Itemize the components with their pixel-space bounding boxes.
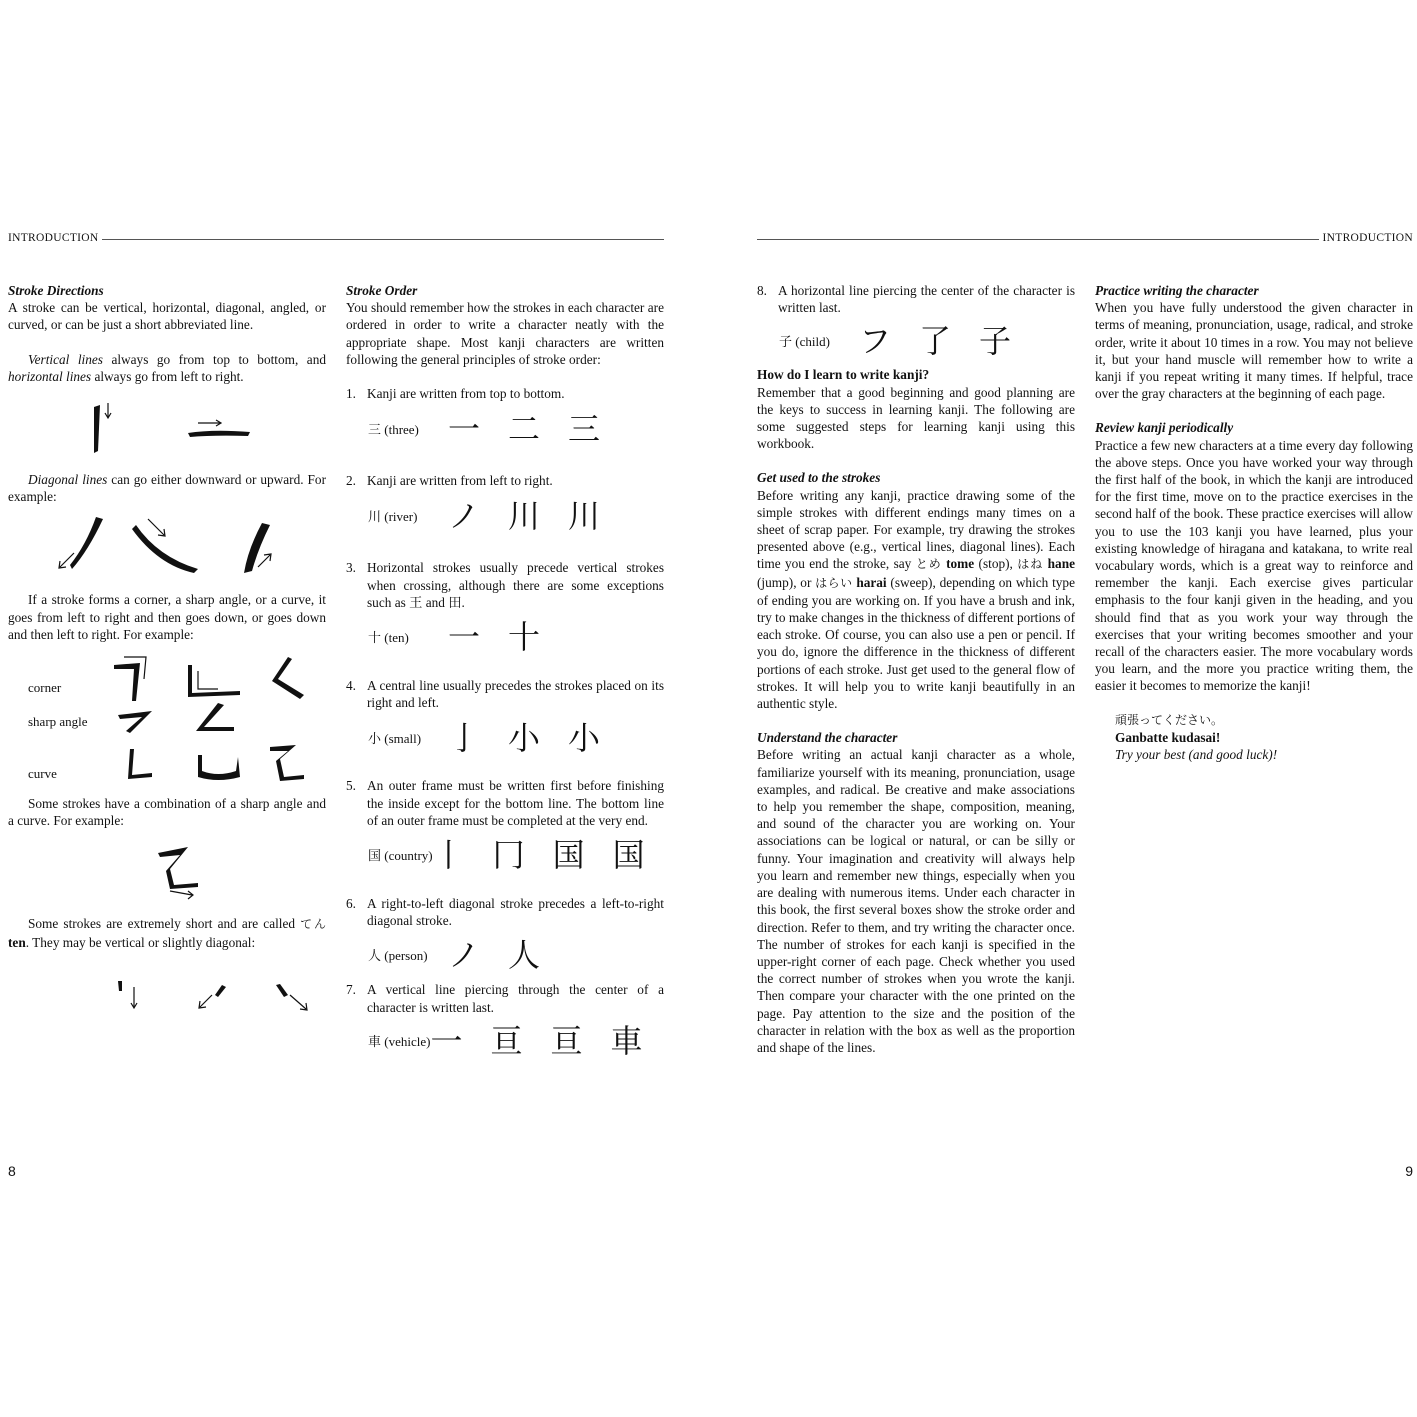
left-running-header xyxy=(8,232,664,244)
stroke-directions-title: Stroke Directions xyxy=(8,283,104,298)
diagonal-paragraph xyxy=(8,471,326,505)
right-header-label: INTRODUCTION xyxy=(1322,232,1413,244)
step-glyph: 人 xyxy=(508,935,541,974)
horizontal-text: always go from left to right. xyxy=(91,368,244,384)
corner-sharp-curve-figure xyxy=(8,643,326,795)
stroke-order-list xyxy=(346,385,664,1068)
left-header-rule xyxy=(102,239,664,240)
stroke-order-title: Stroke Order xyxy=(346,283,418,298)
example-steps xyxy=(448,409,628,448)
example-row xyxy=(346,929,664,981)
step-glyph: 二 xyxy=(508,409,541,448)
vertical-horizontal-figure xyxy=(8,385,326,471)
short-strokes-text-2: . They may be vertical or slightly diagonal: xyxy=(25,934,256,950)
step-glyph: 子 xyxy=(979,321,1012,360)
example-label: 三 (three) xyxy=(368,421,419,437)
example-steps xyxy=(448,496,628,535)
step-glyph: 小 xyxy=(568,718,601,757)
practice-text: When you have fully understood the given character in terms of meaning, pronunciation, usage, radical, and stroke order, write it about 10 times in a row. You may not believe it, but your hand muscle will remember how to write a kanji if you repeat writing it many times. If helpful, trace over the gray characters at the beginning of each page. xyxy=(1095,300,1413,402)
ten-term: ten xyxy=(8,934,26,950)
stroke-order-item xyxy=(346,385,664,456)
example-steps xyxy=(448,718,628,757)
stroke-order-item xyxy=(346,559,664,665)
hane-term: hane xyxy=(1047,556,1075,572)
item-text: Kanji are written from left to right. xyxy=(367,473,553,489)
example-row xyxy=(346,1016,664,1068)
review-title: Review kanji periodically xyxy=(1095,420,1234,436)
example-label: 十 (ten) xyxy=(368,630,409,646)
step-glyph: 十 xyxy=(508,618,541,657)
diagonal-strokes-icon xyxy=(8,505,326,591)
stroke-order-item xyxy=(346,895,664,981)
example-row xyxy=(346,829,664,883)
step-glyph: 国 xyxy=(612,836,645,875)
step-glyph: フ xyxy=(859,321,892,360)
closing-romaji: Ganbatte kudasai! xyxy=(1115,729,1221,745)
example-row xyxy=(346,489,664,543)
right-running-header xyxy=(757,232,1413,244)
tome-term: tome xyxy=(946,556,975,572)
tome-kana: とめ xyxy=(915,557,942,572)
item-number: 2. xyxy=(346,473,356,489)
example-row xyxy=(757,316,1075,366)
step-glyph: ノ xyxy=(448,935,481,974)
example-row xyxy=(346,711,664,765)
step-glyph: 亘 xyxy=(490,1022,523,1061)
right-page-number: 9 xyxy=(1405,1163,1413,1179)
item-text: A vertical line piercing through the center of a character is written last. xyxy=(367,982,664,1015)
example-label: 小 (small) xyxy=(368,730,422,746)
understand-title: Understand the character xyxy=(757,730,898,746)
how-title: How do I learn to write kanji? xyxy=(757,367,930,383)
get-used-title: Get used to the strokes xyxy=(757,470,881,486)
step-glyph: 丨 xyxy=(432,836,465,875)
right-page xyxy=(709,0,1417,1417)
learn-kanji-column xyxy=(757,282,1075,1056)
stroke-order-intro: You should remember how the strokes in each character are ordered in order to write a character neatly with the appropriate shape. Most kanji characters are written following the general principles of stroke order: xyxy=(346,300,664,367)
left-header-label: INTRODUCTION xyxy=(8,232,99,244)
diagonal-figure xyxy=(8,505,326,591)
item-text: Horizontal strokes usually precede vertical strokes when crossing, although there are some exceptions such as 王 and 田. xyxy=(367,560,664,610)
item-text: Kanji are written from top to bottom. xyxy=(367,386,565,402)
right-header-rule xyxy=(757,239,1319,240)
get-used-text-1: Before writing any kanji, practice drawing some of the simple strokes with different endings many times on a sheet of scrap paper. For example, try drawing the strokes presented above (e.g., vertical lines, diagonal lines). Each time you end the stroke, say xyxy=(757,487,1075,572)
combination-figure xyxy=(8,829,326,915)
step-glyph: 車 xyxy=(610,1022,643,1061)
left-page-number: 8 xyxy=(8,1163,16,1179)
step-glyph: 三 xyxy=(568,409,601,448)
example-steps xyxy=(430,1022,670,1061)
short-strokes-icon xyxy=(8,951,326,1021)
example-label: 車 (vehicle) xyxy=(368,1034,431,1050)
diagonal-text: can go either downward or upward. For example: xyxy=(8,472,327,505)
practice-review-column xyxy=(1095,282,1413,763)
combination-paragraph: Some strokes have a combination of a sharp angle and a curve. For example: xyxy=(8,796,326,829)
corner-label: corner xyxy=(28,680,62,696)
stroke-directions-intro: A stroke can be vertical, horizontal, diagonal, angled, or curved, or can be just a short abbreviated line. xyxy=(8,300,326,333)
vertical-horizontal-paragraph xyxy=(8,351,326,385)
ten-kana: てん xyxy=(300,917,326,932)
example-steps xyxy=(448,618,568,657)
horizontal-lines-term: horizontal lines xyxy=(8,368,92,384)
step-glyph: 冂 xyxy=(492,836,525,875)
stroke-order-column xyxy=(346,282,664,1068)
stroke-order-item-8 xyxy=(757,282,1075,366)
stroke-order-item xyxy=(346,981,664,1067)
step-glyph: 亅 xyxy=(448,718,481,757)
vertical-text: always go from top to bottom, and xyxy=(102,351,327,367)
vertical-lines-term: Vertical lines xyxy=(28,351,103,367)
item-number: 3. xyxy=(346,560,356,576)
hane-kana: はね xyxy=(1017,557,1044,572)
item-number: 7. xyxy=(346,982,356,998)
left-page xyxy=(0,0,708,1417)
understand-text: Before writing an actual kanji character as a whole, familiarize yourself with its meaning, pronunciation, usage examples, and radical. Be creative and make associations to help you remember the shape, composition, meaning, and sound of the character you are working on. Your associations can be logical or natural, or can be silly or funny. Your imagination and creativity will always help you learn and remember new things, especially when you are dealing with numerous items. Under each character in this book, the first several boxes show the stroke order and direction. Refer to them, and try writing the character once. The number of strokes for each kanji is specified in the upper-right corner of each page. Check whether you used the correct number of strokes when you wrote the kanji. Then compare your character with the one printed on the page. Pay attention to the size and the position of the character in relation with the box as well as the proportion and shape of the lines. xyxy=(757,747,1075,1055)
get-used-text-2: (sweep), depending on which type of ending you are working on. If you have a brush and ink, try to make changes in the thickness of different portions of each stroke. Of course, you can also use a pen or pencil. If you do, ignore the difference in the thickness of different portions of each stroke. Just get used to the general flow of strokes. It will help you to write kanji beautifully in an authentic style. xyxy=(757,574,1075,712)
closing-english: Try your best (and good luck)! xyxy=(1115,747,1278,763)
how-text: Remember that a good beginning and good planning are the keys to success in learning kanji. The following are some suggested steps for learning kanji using this workbook. xyxy=(757,384,1075,452)
example-steps xyxy=(432,836,673,875)
example-steps xyxy=(859,321,1039,360)
step-glyph: 一 xyxy=(430,1022,463,1061)
short-strokes-text-1: Some strokes are extremely short and are called xyxy=(28,916,301,932)
example-steps xyxy=(448,935,568,974)
jump-text: (jump), or xyxy=(757,574,816,590)
item-text: A horizontal line piercing the center of the character is written last. xyxy=(778,283,1075,316)
sharp-angle-label: sharp angle xyxy=(28,714,88,730)
item-number: 4. xyxy=(346,678,356,694)
example-row xyxy=(346,402,664,456)
step-glyph: 一 xyxy=(448,409,481,448)
item-number: 5. xyxy=(346,778,356,794)
example-label: 子 (child) xyxy=(779,333,830,349)
step-glyph: 小 xyxy=(508,718,541,757)
step-glyph: 一 xyxy=(448,618,481,657)
step-glyph: 国 xyxy=(552,836,585,875)
short-strokes-figure xyxy=(8,951,326,1021)
get-used-paragraph xyxy=(757,487,1075,713)
harai-term: harai xyxy=(856,574,887,590)
item-number: 6. xyxy=(346,896,356,912)
stroke-order-item xyxy=(346,677,664,765)
short-strokes-paragraph xyxy=(8,915,326,950)
step-glyph: 川 xyxy=(508,496,541,535)
stroke-directions-column xyxy=(8,282,326,1021)
step-glyph: 了 xyxy=(919,321,952,360)
item-number: 8. xyxy=(757,283,767,298)
example-row xyxy=(346,611,664,665)
combination-stroke-icon xyxy=(8,829,326,915)
harai-kana: はらい xyxy=(815,575,853,590)
vertical-horizontal-strokes-icon xyxy=(8,385,326,471)
corner-sharp-curve-strokes-icon xyxy=(8,643,326,795)
practice-title: Practice writing the character xyxy=(1095,283,1259,298)
item-number: 1. xyxy=(346,386,356,402)
diagonal-lines-term: Diagonal lines xyxy=(28,472,108,488)
item-text: An outer frame must be written first before finishing the inside except for the bottom line. The bottom line of an outer frame must be completed at the very end. xyxy=(367,778,664,828)
corner-paragraph: If a stroke forms a corner, a sharp angle, or a curve, it goes from left to right and then goes down, or goes down and then left to right. For example: xyxy=(8,592,326,642)
closing-japanese: 頑張ってください。 xyxy=(1115,712,1224,727)
example-label: 人 (person) xyxy=(368,947,428,963)
stroke-order-item xyxy=(346,472,664,543)
example-label: 国 (country) xyxy=(368,848,433,864)
step-glyph: 川 xyxy=(568,496,601,535)
review-text: Practice a few new characters at a time every day following the above steps. Once you have worked your way through the first half of the book, in which the kanji are introduced for the first time, move on to the practice exercises in the second half of the book. These practice exercises will allow you to use the 103 kanji you have learned, plus your existing knowledge of hiragana and katakana, to write real vocabulary words, which is a great way to reinforce and remember the kanji. Each exercise gives particular emphasis to the four kanji given in the heading, and you should find that as you work your way through the exercises that your writing becomes smoother and your recall of the characters easier. The more vocabulary words you learn, and the more you practice writing them, the easier it becomes to memorize the kanji! xyxy=(1095,437,1413,694)
stroke-order-item xyxy=(346,777,664,883)
item-text: A right-to-left diagonal stroke precedes a left-to-right diagonal stroke. xyxy=(367,896,664,929)
closing-block xyxy=(1095,712,1413,764)
stop-text: (stop), xyxy=(974,556,1018,572)
item-text: A central line usually precedes the strokes placed on its right and left. xyxy=(367,678,664,711)
step-glyph: ノ xyxy=(448,496,481,535)
example-label: 川 (river) xyxy=(368,508,418,524)
step-glyph: 亘 xyxy=(550,1022,583,1061)
curve-label: curve xyxy=(28,766,57,782)
